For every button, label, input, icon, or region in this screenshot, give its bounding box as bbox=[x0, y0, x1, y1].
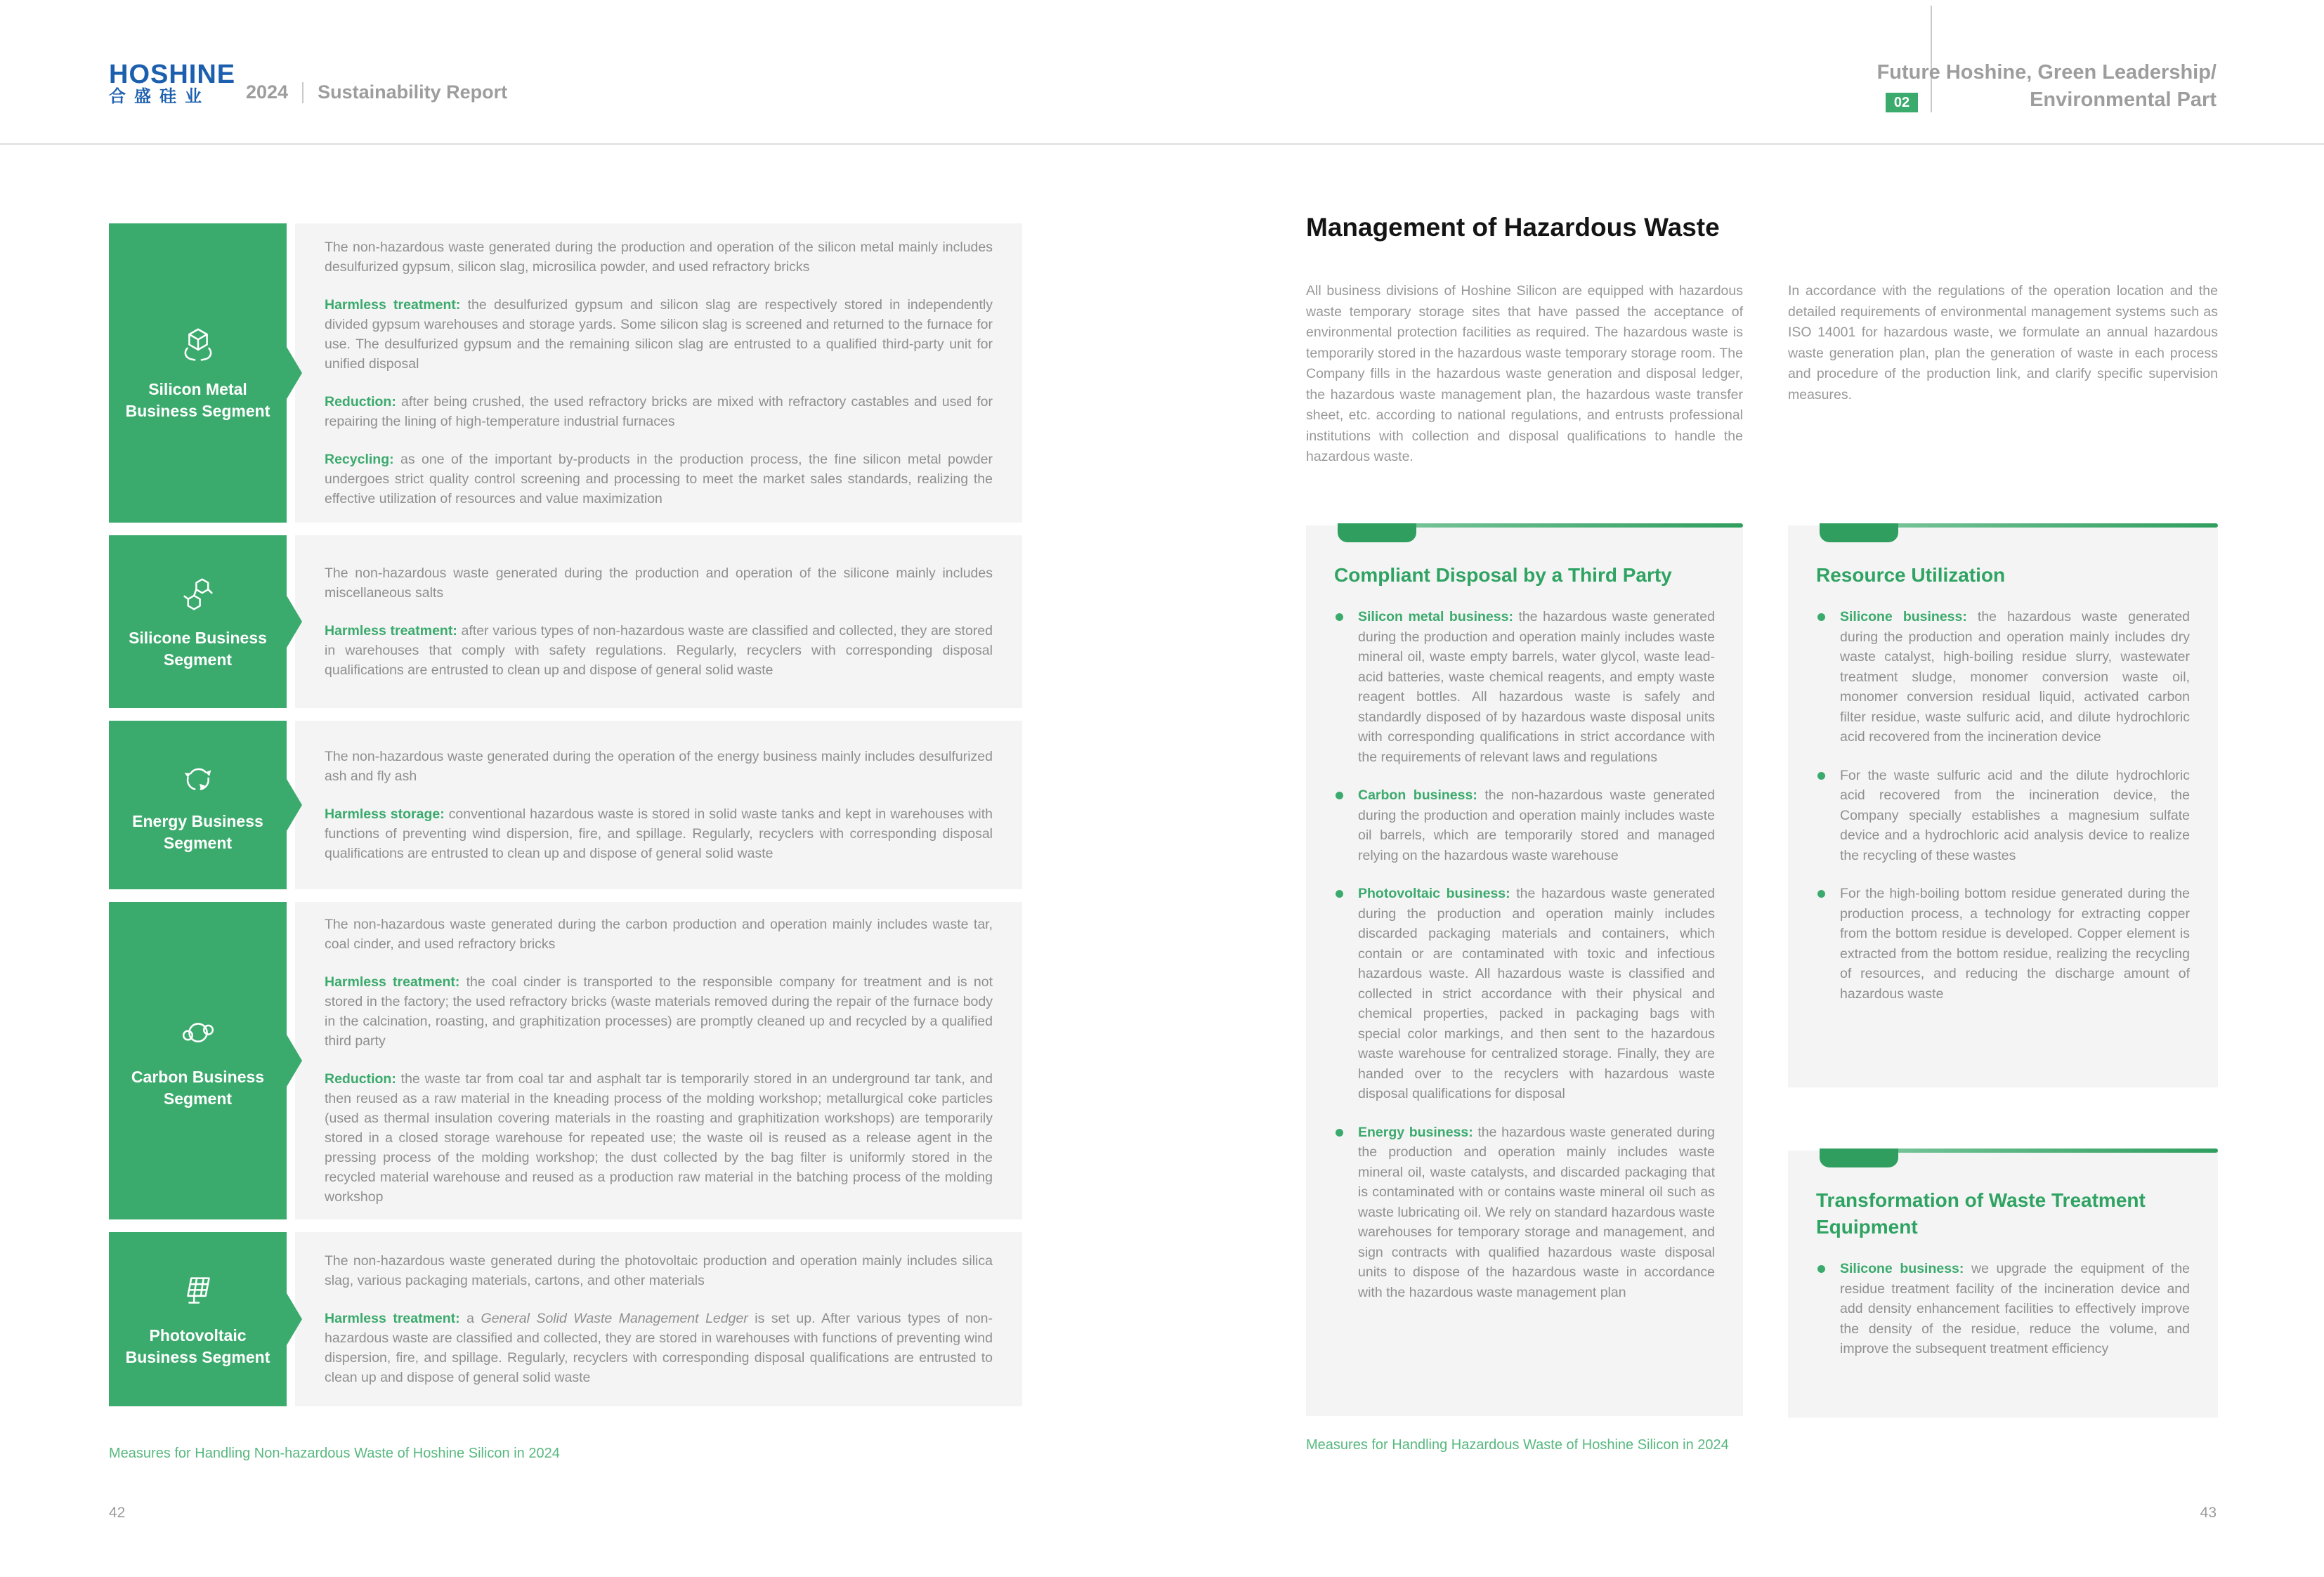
bullet-item bbox=[1358, 1123, 1715, 1303]
body-text: For the waste sulfuric acid and the dilute hydrochloric acid recovered from the incineration device, the Company specially establishes a magnesium sulfate device and a hydrochloric acid analysis device to realize the recycling of these wastes bbox=[1840, 767, 2190, 863]
body-text: is set up. After various types of non-hazardous waste are classified and collected, they are stored in warehouses with functions of preventing wind dispersion, fire, and spillage. Regularly, recyclers with corresponding disposal qualifications are entrusted to clean up and dispose of general solid waste bbox=[325, 1311, 993, 1385]
section-number-badge: 02 bbox=[1886, 93, 1918, 112]
bullet-item bbox=[1840, 1259, 2190, 1359]
lead-in-label: Recycling: bbox=[325, 452, 394, 467]
intro-paragraph-2: In accordance with the regulations of the operation location and the detailed requirements of environmental management systems such as ISO 14001 for hazardous waste, we formulate an annual hazardous waste generation plan, plan the generation of waste in each process and procedure of the production link, and clarify specific supervision measures. bbox=[1788, 283, 2218, 403]
page-title: Management of Hazardous Waste bbox=[1306, 213, 1720, 242]
bullet-item bbox=[1358, 884, 1715, 1104]
header-rule bbox=[0, 143, 2324, 145]
lead-in-label: Harmless treatment: bbox=[325, 623, 457, 639]
segment-label bbox=[109, 1232, 287, 1406]
body-text: we upgrade the equipment of the residue treatment facility of the incineration device and add density enhancement facilities to effectively improve the density of the residue, reduce the volume, and improve the subsequent treatment efficiency bbox=[1840, 1261, 2191, 1356]
bullet-item bbox=[1840, 884, 2190, 1004]
body-text: after various types of non-hazardous waste are classified and collected, they are stored in warehouses that comply with safety regulations. Regularly, recyclers with corresponding disposal qualifications are entrusted to clean up and dispose of general solid waste bbox=[325, 623, 993, 678]
body-text: For the high-boiling bottom residue generated during the production process, a technology for extracting copper from the bottom residue is developed. Copper element is extracted from the bottom residue, realizing the recycling of resources, and reducing the discharge amount of hazardous waste bbox=[1840, 886, 2190, 1002]
solar-panel-icon bbox=[176, 1270, 220, 1314]
segment-label-text: Silicon Metal Business Segment bbox=[125, 380, 270, 420]
right-page-caption: Measures for Handling Hazardous Waste of Hoshine Silicon in 2024 bbox=[1306, 1437, 1729, 1453]
logo-wordmark: HOSHINE bbox=[109, 60, 236, 89]
paragraph bbox=[325, 563, 993, 603]
body-text: the waste tar from coal tar and asphalt tar is temporarily stored in an underground tar tank, and then reused as a raw material in the kneading process of the molding workshop; metallurgical coke particles (used as thermal insulation covering materials in the roasting and graphitization workshops) are temporarily stored in a closed storage warehouse for repeated use; the waste oil is reused as a release agent in the pressing process of the molding workshop; the dust collected by the bag filter is uniformly stored in the recycled material warehouse and reused as a production raw material in the batching process of the molding workshop bbox=[325, 1071, 993, 1205]
lead-in-label: Photovoltaic business: bbox=[1358, 886, 1510, 901]
segment-content bbox=[295, 223, 1022, 523]
bullet-item bbox=[1358, 607, 1715, 767]
lead-in-label: Reduction: bbox=[325, 1071, 396, 1087]
carbon-molecule-icon bbox=[176, 1012, 220, 1055]
box-title: Transformation of Waste Treatment Equipment bbox=[1816, 1189, 2146, 1238]
body-text: The non-hazardous waste generated during the operation of the energy business mainly includes desulfurized ash and fly ash bbox=[325, 749, 993, 784]
bullet-item bbox=[1840, 766, 2190, 866]
body-text: the hazardous waste generated during the production and operation mainly includes waste mineral oil, waste catalysts, and discarded packaging that is contaminated with or contains waste mineral oil such as waste lubricating oil. We rely on standard hazardous waste warehouses for temporary storage and management, and sign contracts with qualified hazardous waste disposal units to dispose of the hazardous waste in accordance with the hazardous waste management plan bbox=[1358, 1124, 1715, 1300]
body-text: the hazardous waste generated during the production and operation mainly includes discarded packaging materials and containers, which contain or are contaminated with toxic and infectious hazardous waste. All hazardous waste is classified and collected in strict accordance with their physical and chemical properties, packed in packaging bags with special color markings, and then sent to the hazardous waste warehouse for centralized storage. Finally, they are handed over to the recyclers with hazardous waste disposal qualifications for disposal bbox=[1358, 886, 1715, 1101]
paragraph bbox=[325, 295, 993, 374]
segment-content bbox=[295, 1232, 1022, 1406]
paragraph bbox=[325, 972, 993, 1051]
body-text: after being crushed, the used refractory bricks are mixed with refractory castables and used for repairing the lining of high-temperature industrial furnaces bbox=[325, 394, 993, 429]
left-page-caption: Measures for Handling Non-hazardous Waste of Hoshine Silicon in 2024 bbox=[109, 1446, 560, 1461]
body-text: the desulfurized gypsum and silicon slag are respectively stored in independently divided gypsum warehouses and storage yards. Some silicon slag is screened and returned to the furnace for use. The desulfurized gypsum and the remaining silicon slag are entrusted to a qualified third-party unit for unified disposal bbox=[325, 297, 993, 372]
bullet-list bbox=[1816, 607, 2190, 1004]
paragraph bbox=[325, 392, 993, 431]
compliant-disposal-box bbox=[1306, 525, 1743, 1416]
block-energy bbox=[109, 721, 1022, 889]
hoshine-logo bbox=[109, 62, 235, 107]
report-meta bbox=[246, 81, 507, 103]
paragraph bbox=[325, 1069, 993, 1207]
body-text: a bbox=[459, 1311, 481, 1326]
lead-in-label: Carbon business: bbox=[1358, 787, 1477, 803]
meta-divider bbox=[302, 82, 303, 103]
paragraph bbox=[325, 1251, 993, 1290]
lead-in-label: Harmless treatment: bbox=[325, 974, 460, 990]
lead-in-label: Silicone business: bbox=[1840, 609, 1967, 624]
resource-utilization-box bbox=[1788, 525, 2218, 1087]
paragraph bbox=[325, 450, 993, 509]
paragraph bbox=[325, 621, 993, 680]
segment-label bbox=[109, 535, 287, 708]
segment-label-text: Energy Business Segment bbox=[132, 812, 263, 852]
logo-chinese: 合盛硅业 bbox=[109, 87, 210, 106]
block-carbon bbox=[109, 902, 1022, 1219]
bullet-list bbox=[1334, 607, 1715, 1302]
segment-label-text: Silicone Business Segment bbox=[129, 629, 267, 669]
lead-in-label: Silicone business: bbox=[1840, 1261, 1964, 1276]
body-text: conventional hazardous waste is stored in solid waste tanks and kept in warehouses with functions of preventing wind dispersion, fire, and spillage. Regularly, recyclers with corresponding disposal qualifications are entrusted to clean up and dispose of general solid waste bbox=[325, 806, 993, 861]
report-year: 2024 bbox=[246, 81, 289, 103]
paragraph bbox=[325, 1309, 993, 1387]
body-text: The non-hazardous waste generated during the production and operation of the silicon metal mainly includes desulfurized gypsum, silicon slag, microsilica powder, and used refractory bricks bbox=[325, 240, 993, 275]
segment-label bbox=[109, 721, 287, 889]
intro-paragraph-1: All business divisions of Hoshine Silicon are equipped with hazardous waste temporary storage sites that have passed the acceptance of environmental protection facilities as required. The hazardous waste is temporarily stored in the hazardous waste temporary storage room. The Company fills in the hazardous waste generation and disposal ledger, the hazardous waste management plan, the hazardous waste transfer sheet, etc. according to national regulations, and entrusts professional institutions with collection and disposal qualifications to handle the hazardous waste. bbox=[1306, 283, 1743, 464]
lead-in-label: Energy business: bbox=[1358, 1124, 1473, 1140]
body-text: the non-hazardous waste generated during the production and operation mainly includes waste oil barrels, which are temporarily stored and managed relying on the hazardous waste warehouse bbox=[1358, 787, 1715, 863]
paragraph bbox=[325, 915, 993, 954]
page-number-right: 43 bbox=[2200, 1505, 2217, 1521]
segment-label-text: Carbon Business Segment bbox=[131, 1068, 265, 1108]
waste-equipment-transformation-box bbox=[1788, 1151, 2218, 1418]
body-text: The non-hazardous waste generated during the production and operation of the silicone mainly includes miscellaneous salts bbox=[325, 565, 993, 601]
bullet-item bbox=[1840, 607, 2190, 747]
block-photovoltaic bbox=[109, 1232, 1022, 1406]
body-text: General Solid Waste Management Ledger bbox=[481, 1311, 748, 1326]
page-number-left: 42 bbox=[109, 1505, 126, 1521]
segment-label bbox=[109, 902, 287, 1219]
cube-in-hands-icon bbox=[176, 324, 220, 367]
molecule-hexagons-icon bbox=[176, 572, 220, 616]
lead-in-label: Harmless treatment: bbox=[325, 1311, 460, 1326]
bullet-list bbox=[1816, 1259, 2190, 1359]
segment-blocks bbox=[109, 223, 1022, 1406]
body-text: The non-hazardous waste generated during the photovoltaic production and operation mainly includes silica slag, various packaging materials, cartons, and other materials bbox=[325, 1253, 993, 1288]
block-silicone bbox=[109, 535, 1022, 708]
paragraph bbox=[325, 237, 993, 277]
bullet-item bbox=[1358, 785, 1715, 865]
recycle-icon bbox=[176, 756, 220, 799]
lead-in-label: Silicon metal business: bbox=[1358, 609, 1513, 624]
lead-in-label: Harmless storage: bbox=[325, 806, 445, 822]
body-text: the coal cinder is transported to the responsible company for treatment and is not stored in the factory; the used refractory bricks (waste materials removed during the repair of the furnace body in the calcination, roasting, and graphitization processes) are promptly cleaned up and recycled by a qualified third party bbox=[325, 974, 993, 1049]
body-text: as one of the important by-products in the production process, the fine silicon metal powder undergoes strict quality control screening and processing to meet the market sales standards, realizing the effective utilization of resources and value maximization bbox=[325, 452, 993, 506]
paragraph bbox=[325, 747, 993, 786]
box-title: Compliant Disposal by a Third Party bbox=[1334, 564, 1672, 586]
segment-label-text: Photovoltaic Business Segment bbox=[125, 1326, 270, 1366]
block-silicon-metal bbox=[109, 223, 1022, 523]
segment-content bbox=[295, 721, 1022, 889]
section-title bbox=[1877, 59, 2217, 114]
body-text: The non-hazardous waste generated during the carbon production and operation mainly includes waste tar, coal cinder, and used refractory bricks bbox=[325, 917, 993, 952]
body-text: the hazardous waste generated during the production and operation mainly includes waste mineral oil, waste empty barrels, water glycol, waste lead-acid batteries, waste chemical reagents, and empty waste reagent bottles. All hazardous waste is safely and standardly disposed of by hazardous waste disposal units with corresponding qualifications in strict accordance with the requirements of relevant laws and regulations bbox=[1358, 609, 1715, 765]
body-text: the hazardous waste generated during the production and operation mainly includes dry waste catalyst, high-boiling residue slurry, wastewater treatment sludge, monomer conversion waste oil, monomer conversion residual liquid, activated carbon filter residue, waste sulfuric acid, and dilute hydrochloric acid recovered from the incineration device bbox=[1840, 609, 2191, 745]
paragraph bbox=[325, 804, 993, 863]
segment-content bbox=[295, 535, 1022, 708]
segment-label bbox=[109, 223, 287, 523]
segment-content bbox=[295, 902, 1022, 1219]
box-title: Resource Utilization bbox=[1816, 564, 2006, 586]
report-name: Sustainability Report bbox=[318, 81, 508, 103]
section-title-line1: Future Hoshine, Green Leadership/ bbox=[1876, 61, 2217, 84]
lead-in-label: Harmless treatment: bbox=[325, 297, 461, 313]
lead-in-label: Reduction: bbox=[325, 394, 396, 410]
section-title-line2: Environmental Part bbox=[2030, 89, 2217, 111]
